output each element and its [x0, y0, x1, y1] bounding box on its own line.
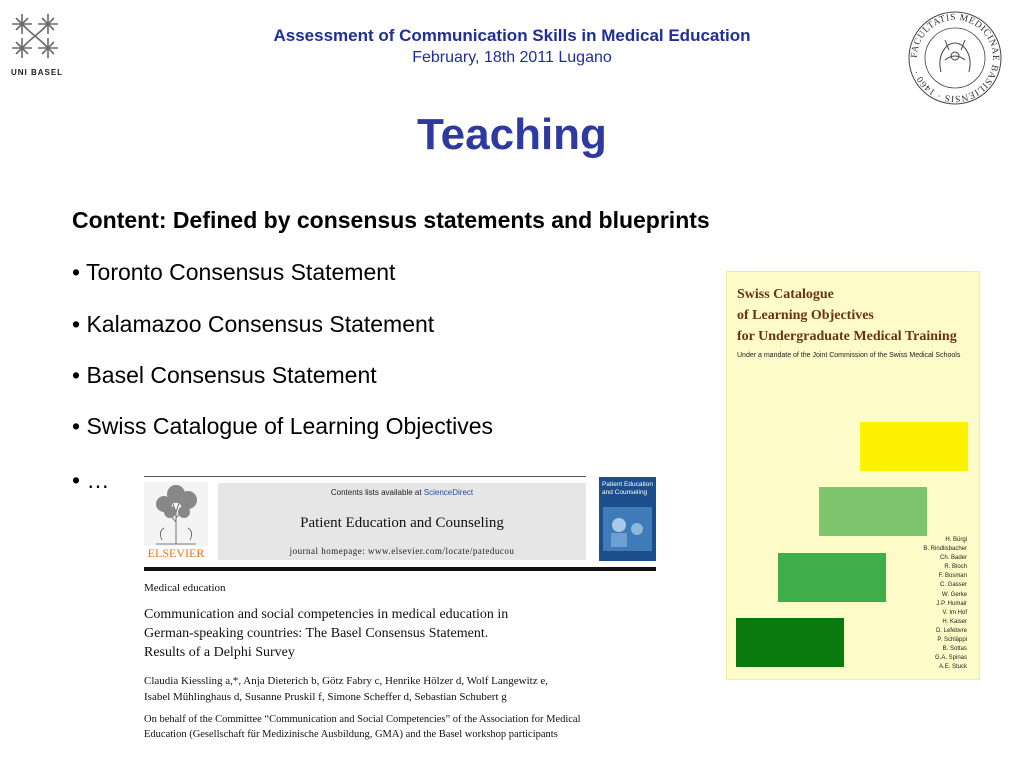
swiss-catalogue-cover	[726, 271, 980, 680]
catalogue-author: V. Im Hof	[942, 609, 967, 616]
basel-emblem-icon	[8, 10, 66, 68]
catalogue-box-yellow	[860, 422, 968, 471]
bullet-kalamazoo: • Kalamazoo Consensus Statement	[72, 311, 435, 337]
catalogue-author: B. Sottas	[942, 646, 967, 653]
catalogue-box-dark-green	[736, 618, 844, 667]
seal-icon	[905, 10, 1005, 106]
elsevier-logo	[144, 482, 208, 560]
catalogue-author: P. Schläppi	[937, 637, 967, 644]
bullet-ellipsis: • …	[72, 467, 110, 493]
catalogue-author: J.P. Humair	[936, 600, 967, 607]
paper-excerpt	[144, 476, 658, 748]
catalogue-authors	[923, 536, 967, 672]
journal-cover-title: Patient Education and Counseling	[602, 481, 653, 496]
catalogue-box-green	[778, 553, 886, 602]
catalogue-author: R. Bloch	[944, 564, 967, 571]
paper-authors: Claudia Kiessling a,*, Anja Dieterich b, Götz Fabry c, Henrike Hölzer d, Wolf Langewitz e, Isabel Mühlinghaus d, Susanne Pruskil f, Simone Scheffer d, Sebastian Schubert g	[144, 675, 548, 703]
paper-on-behalf: On behalf of the Committee “Communication and Social Competencies” of the Association for Medical Education (Gesellschaft für Medizinische Ausbildung, GMA) and the Basel workshop participants	[144, 714, 581, 740]
catalogue-author: H. Kaiser	[942, 618, 967, 625]
catalogue-author: Ch. Bader	[939, 555, 967, 562]
header-date: February, 18th 2011 Lugano	[412, 49, 612, 66]
seal-text: FACULTATIS MEDICINAE BASILIENSIS · 1460 ·	[909, 12, 1001, 104]
bullet-basel: • Basel Consensus Statement	[72, 362, 377, 388]
elsevier-tree-icon	[144, 482, 208, 546]
catalogue-author: B. Rindlisbacher	[923, 546, 967, 553]
paper-top-rule	[144, 476, 586, 477]
catalogue-title-line-2: of Learning Objectives	[737, 308, 874, 323]
paper-section: Medical education	[144, 582, 226, 594]
catalogue-author: F. Bosman	[938, 573, 967, 580]
contents-available-prefix: Contents lists available at	[330, 488, 424, 497]
slide-title: Teaching	[417, 110, 607, 159]
uni-basel-logo	[8, 10, 66, 90]
catalogue-author: H. Bürgi	[945, 537, 967, 543]
catalogue-title	[737, 284, 957, 347]
catalogue-author: A.E. Stuck	[938, 664, 967, 671]
paper-title: Communication and social competencies in medical education in German-speaking countries: The Basel Consensus Statement. Results of a Delphi Survey	[144, 607, 509, 660]
journal-cover	[599, 477, 656, 561]
bullet-toronto: • Toronto Consensus Statement	[72, 259, 396, 285]
catalogue-title-line-1: Swiss Catalogue	[737, 287, 834, 302]
journal-banner	[218, 483, 586, 560]
catalogue-author: C. Gasser	[939, 582, 967, 589]
uni-basel-text: UNI BASEL	[10, 68, 64, 77]
catalogue-author: G.A. Spinas	[934, 655, 967, 662]
catalogue-author: W. Gerke	[941, 591, 967, 598]
catalogue-subtitle: Under a mandate of the Joint Commission of the Swiss Medical Schools	[737, 352, 961, 359]
svg-text:FACULTATIS MEDICINAE BASILIENS	[910, 13, 1000, 103]
sciencedirect-link[interactable]: ScienceDirect	[423, 488, 474, 497]
elsevier-wordmark: ELSEVIER	[147, 546, 205, 560]
header-title: Assessment of Communication Skills in Medical Education	[273, 26, 751, 45]
journal-homepage: journal homepage: www.elsevier.com/locate/pateducou	[289, 546, 515, 556]
catalogue-title-line-3: for Undergraduate Medical Training	[737, 329, 957, 344]
cover-image-icon	[599, 477, 656, 561]
catalogue-box-light-green	[819, 487, 927, 536]
journal-name: Patient Education and Counseling	[300, 515, 504, 531]
paper-header-rule	[144, 567, 656, 571]
faculty-seal	[905, 10, 1005, 106]
bullet-swiss-catalogue: • Swiss Catalogue of Learning Objectives	[72, 413, 493, 439]
content-heading: Content: Defined by consensus statements and blueprints	[72, 207, 710, 233]
catalogue-author: D. Lefebvre	[935, 627, 967, 634]
contents-available	[218, 488, 586, 497]
